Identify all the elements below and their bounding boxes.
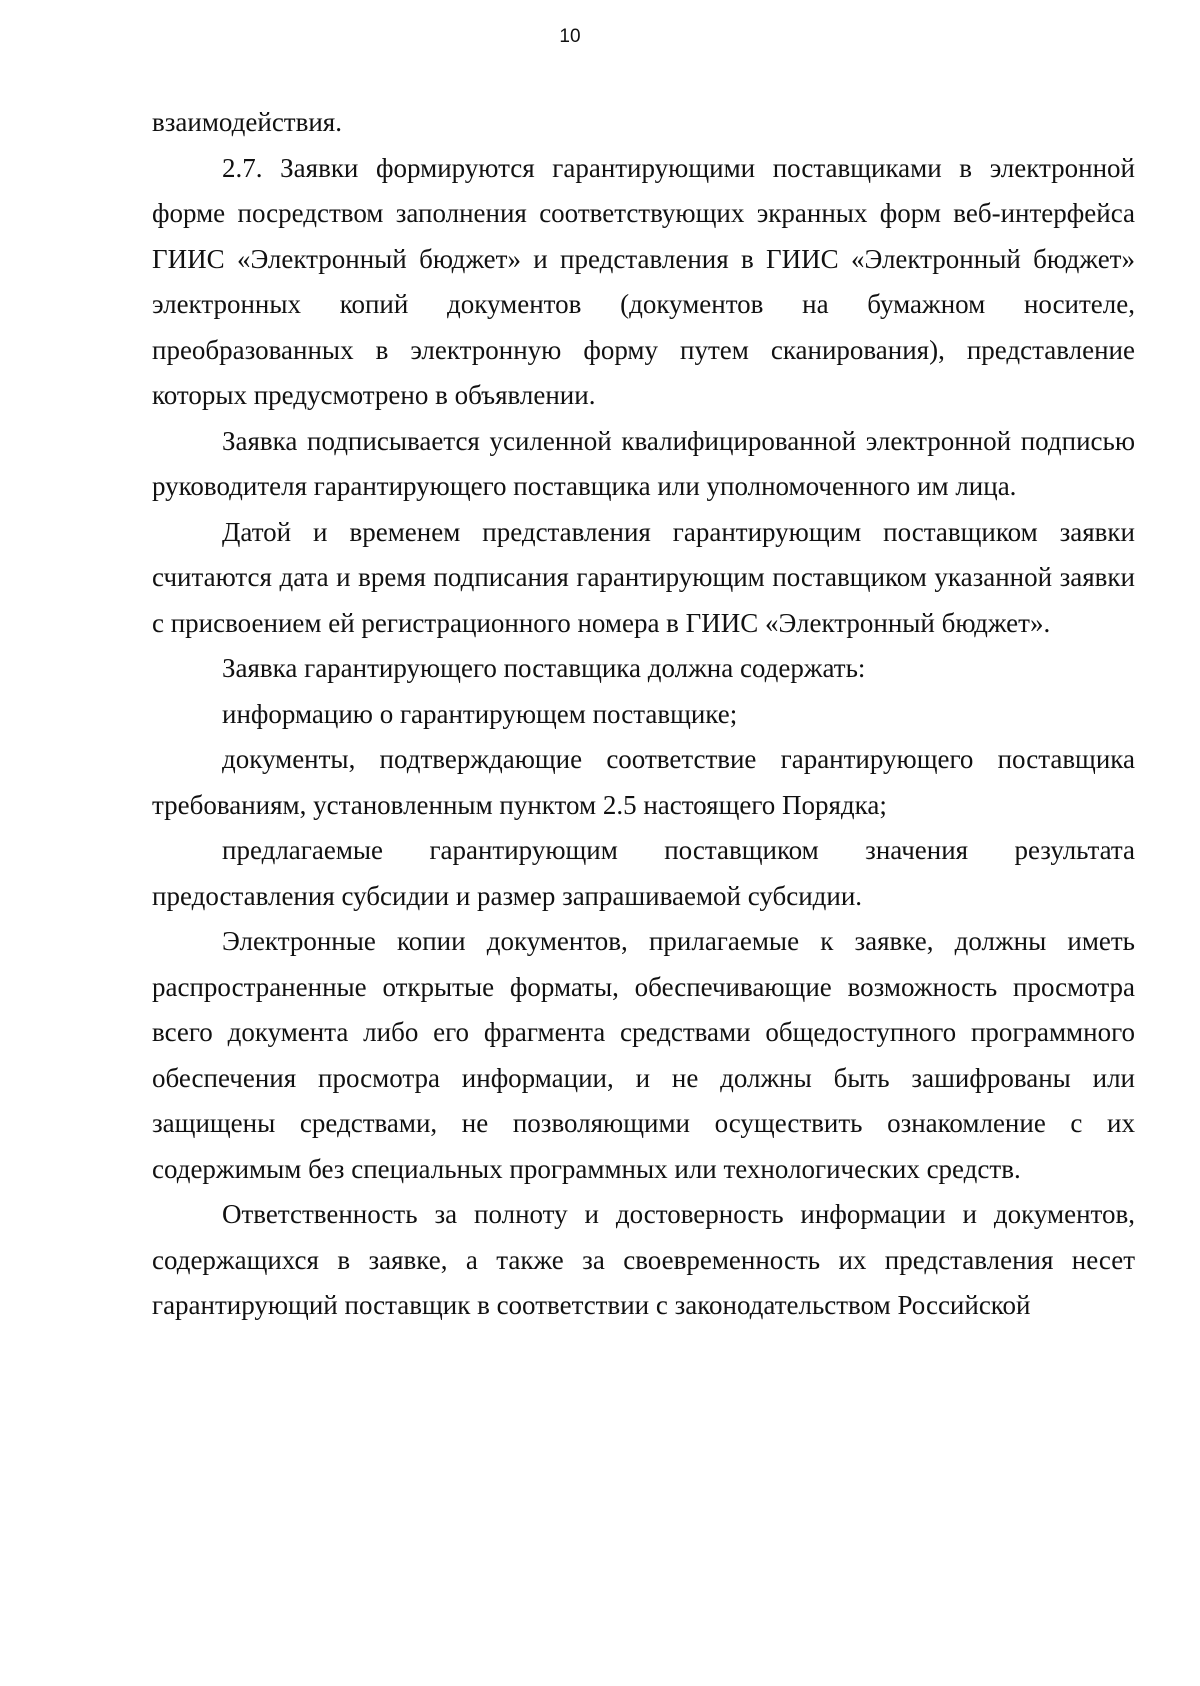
paragraph-responsibility: Ответственность за полноту и достоверность информации и документов, содержащихся в заявке, а также за своевременность их представления несет гарантирующий поставщик в соответствии с законодательством Российской [152, 1199, 1135, 1320]
paragraph-signature: Заявка подписывается усиленной квалифицированной электронной подписью руководителя гарантирующего поставщика или уполномоченного им лица. [152, 425, 1135, 501]
paragraph-electronic-copies: Электронные копии документов, прилагаемые к заявке, должны иметь распространенные открытые форматы, обеспечивающие возможность просмотра всего документа либо его фрагмента средствами общедоступного программного обеспечения просмотра информации, и не должны быть зашифрованы или защищены средствами, не позволяющими осуществить ознакомление с их содержимым без специальных программных или технологических средств. [152, 926, 1135, 1184]
document-body [152, 100, 1135, 1329]
paragraph-submission-date: Датой и временем представления гарантирующим поставщиком заявки считаются дата и время подписания гарантирующим поставщиком указанной заявки с присвоением ей регистрационного номера в ГИИС «Электронный бюджет». [152, 516, 1135, 638]
page-number: 10 [559, 26, 581, 47]
list-item-compliance-documents: документы, подтверждающие соответствие гарантирующего поставщика требованиям, установленным пунктом 2.5 настоящего Порядка; [152, 744, 1135, 820]
paragraph-continuation: взаимодействия. [152, 107, 342, 137]
list-item-proposed-values: предлагаемые гарантирующим поставщиком значения результата предоставления субсидии и размер запрашиваемой субсидии. [152, 835, 1135, 911]
paragraph-2-7: 2.7. Заявки формируются гарантирующими поставщиками в электронной форме посредством заполнения соответствующих экранных форм веб-интерфейса ГИИС «Электронный бюджет» и представления в ГИИС «Электронный бюджет» электронных копий документов (документов на бумажном носителе, преобразованных в электронную форму путем сканирования), представление которых предусмотрено в объявлении. [152, 152, 1135, 410]
paragraph-application-contents: Заявка гарантирующего поставщика должна содержать: [222, 653, 866, 683]
list-item-supplier-info: информацию о гарантирующем поставщике; [222, 698, 738, 729]
